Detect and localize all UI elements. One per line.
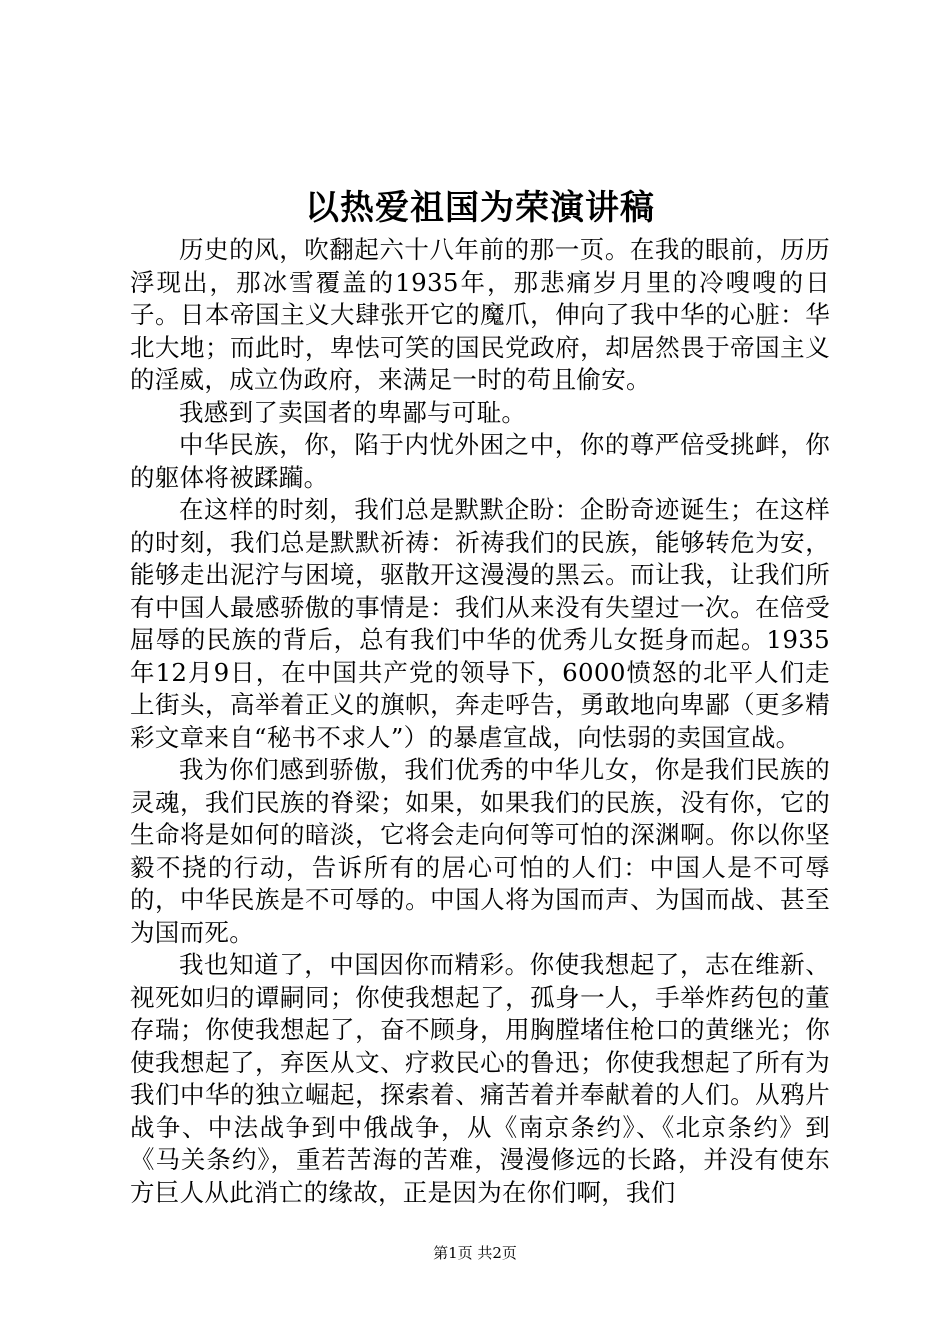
- paragraph: 我感到了卖国者的卑鄙与可耻。: [179, 397, 527, 427]
- paragraph: 中华民族，你，陷于内忧外困之中，你的尊严倍受挑衅，你的躯体将被蹂躏。: [130, 430, 830, 492]
- paragraph: 历史的风，吹翻起六十八年前的那一页。在我的眼前，历历浮现出，那冰雪覆盖的1935年，那悲痛岁月里的冷嗖嗖的日子。日本帝国主义大肆张开它的魔爪，伸向了我中华的心脏：华北大地；而此时，卑怯可笑的国民党政府，却居然畏于帝国主义的淫威，成立伪政府，来满足一时的苟且偷安。: [130, 235, 830, 394]
- page-footer: 第1页 共2页: [433, 1244, 517, 1262]
- paragraph: 我为你们感到骄傲，我们优秀的中华儿女，你是我们民族的灵魂，我们民族的脊梁；如果，如果我们的民族，没有你，它的生命将是如何的暗淡，它将会走向何等可怕的深渊啊。你以你坚毅不挠的行动，告诉所有的居心可怕的人们：中国人是不可辱的，中华民族是不可辱的。中国人将为国而声、为国而战、甚至为国而死。: [130, 755, 830, 947]
- paragraph: 我也知道了，中国因你而精彩。你使我想起了，志在维新、视死如归的谭嗣同；你使我想起了，孤身一人，手举炸药包的董存瑞；你使我想起了，奋不顾身，用胸膛堵住枪口的黄继光；你使我想起了，弃医从文、疗救民心的鲁迅；你使我想起了所有为我们中华的独立崛起，探索着、痛苦着并奉献着的人们。从鸦片战争、中法战争到中俄战争，从《南京条约》、《北京条约》到《马关条约》，重若苦海的苦难，漫漫修远的长路，并没有使东方巨人从此消亡的缘故，正是因为在你们啊，我们: [130, 950, 830, 1207]
- document-body: [130, 234, 830, 1209]
- paragraph: 在这样的时刻，我们总是默默企盼：企盼奇迹诞生；在这样的时刻，我们总是默默祈祷：祈祷我们的民族，能够转危为安，能够走出泥泞与困境，驱散开这漫漫的黑云。而让我，让我们所有中国人最感骄傲的事情是：我们从来没有失望过一次。在倍受屈辱的民族的背后，总有我们中华的优秀儿女挺身而起。1935年12月9日，在中国共产党的领导下，6000愤怒的北平人们走上街头，高举着正义的旗帜，奔走呼告，勇敢地向卑鄙（更多精彩文章来自“秘书不求人”）的暴虐宣战，向怯弱的卖国宣战。: [130, 495, 830, 752]
- document-title: 以热爱祖国为荣演讲稿: [305, 188, 655, 228]
